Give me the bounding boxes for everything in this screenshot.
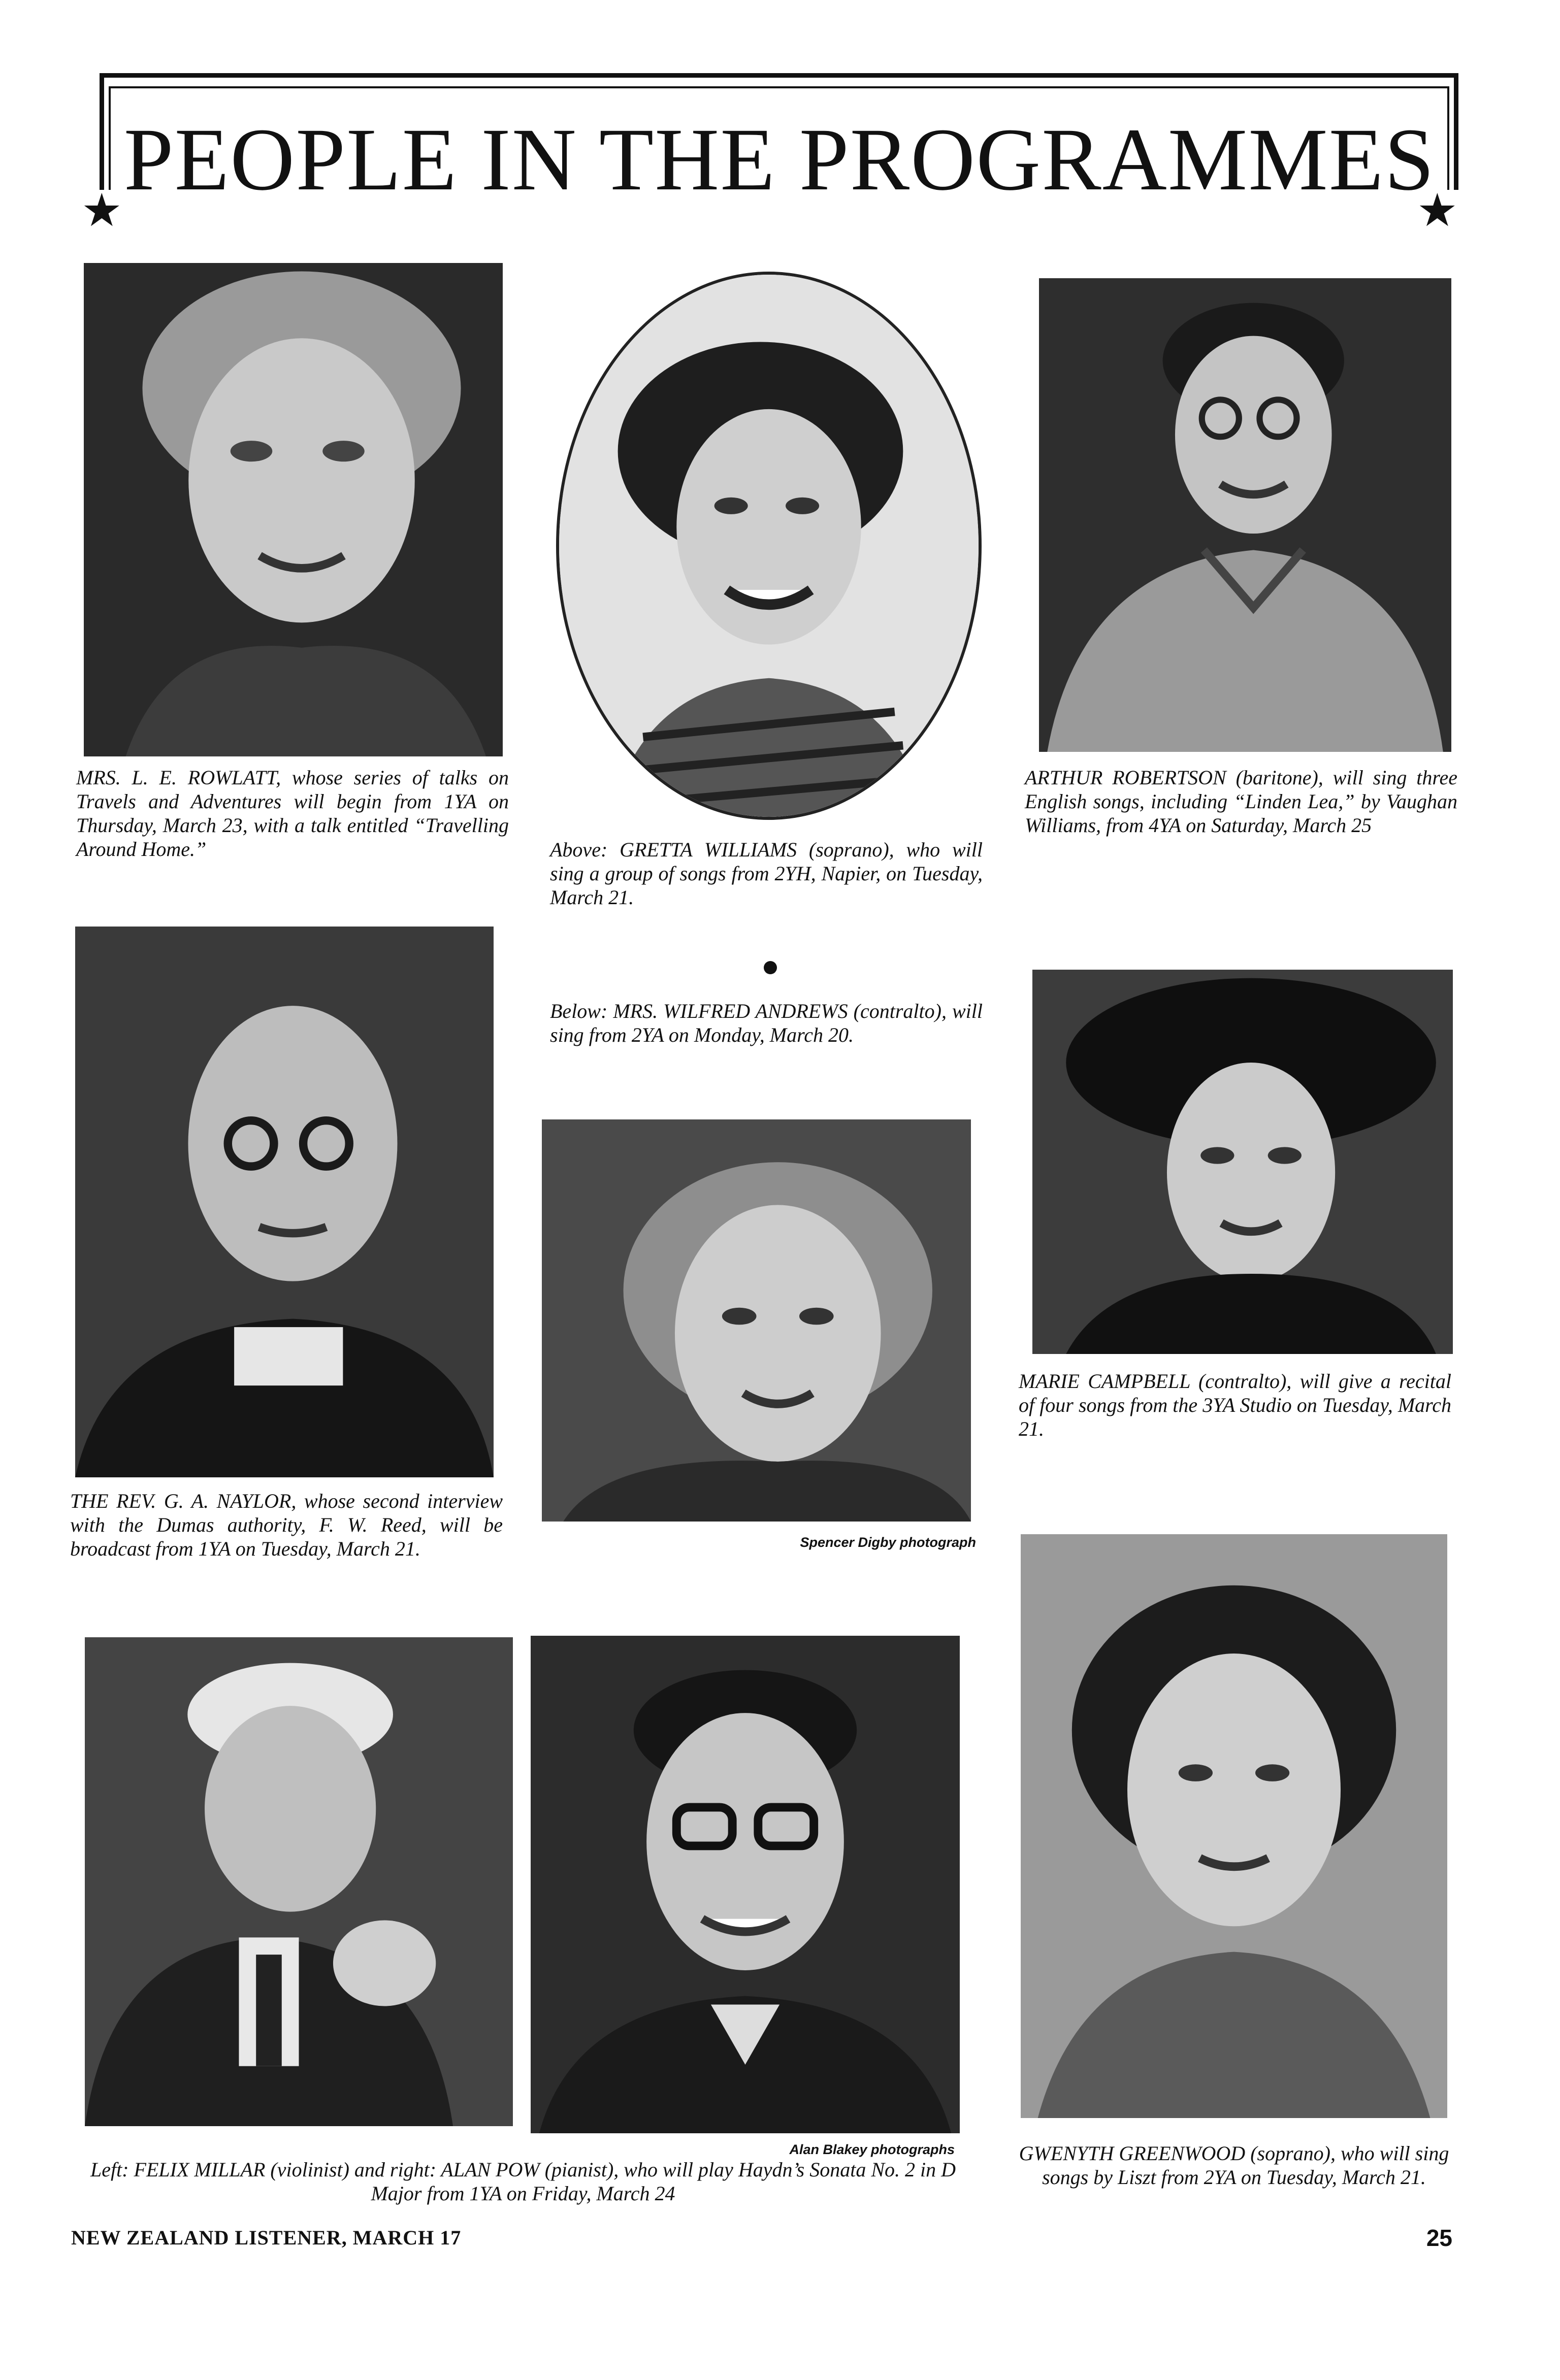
caption-robertson: ARTHUR ROBERTSON (baritone), will sing three English songs, including “Linden Lea,” by Vaughan Williams, from 4YA on Saturday, March 25 bbox=[1025, 766, 1457, 837]
photo-pow bbox=[531, 1636, 960, 2133]
page-number: 25 bbox=[1426, 2225, 1452, 2251]
page-title: PEOPLE IN THE PROGRAMMES bbox=[123, 110, 1436, 209]
photo-robertson bbox=[1039, 278, 1451, 752]
photo-naylor bbox=[75, 927, 494, 1477]
credit-digby: Spencer Digby photograph bbox=[800, 1535, 976, 1550]
caption-campbell: MARIE CAMPBELL (contralto), will give a recital of four songs from the 3YA Studio on Tuesday, March 21. bbox=[1019, 1370, 1451, 1440]
footer-publication: NEW ZEALAND LISTENER, MARCH 17 bbox=[71, 2226, 462, 2249]
star-icon-left: ★ bbox=[81, 184, 122, 237]
star-icon-right: ★ bbox=[1417, 184, 1458, 237]
separator-dot bbox=[764, 961, 777, 974]
photo-millar bbox=[85, 1637, 513, 2126]
caption-naylor: THE REV. G. A. NAYLOR, whose second interview with the Dumas authority, F. W. Reed, will be broadcast from 1YA on Tuesday, March 21. bbox=[70, 1490, 503, 1560]
caption-williams: Above: GRETTA WILLIAMS (soprano), who will sing a group of songs from 2YH, Napier, on Tuesday, March 21. bbox=[550, 838, 983, 909]
header-frame-top-inner bbox=[109, 86, 1449, 88]
header-frame-top bbox=[100, 73, 1458, 78]
header-frame-left bbox=[100, 73, 104, 190]
photo-williams bbox=[556, 272, 982, 820]
photo-rowlatt bbox=[84, 263, 503, 756]
caption-greenwood: GWENYTH GREENWOOD (soprano), who will sing songs by Liszt from 2YA on Tuesday, March 21. bbox=[1019, 2142, 1449, 2189]
photo-campbell bbox=[1032, 970, 1453, 1354]
caption-andrews: Below: MRS. WILFRED ANDREWS (contralto), will sing from 2YA on Monday, March 20. bbox=[550, 1000, 983, 1046]
photo-greenwood bbox=[1021, 1534, 1447, 2118]
caption-millar-pow: Left: FELIX MILLAR (violinist) and right: ALAN POW (pianist), who will play Haydn’s Sonata No. 2 in D Major from 1YA on Friday, March 24 bbox=[90, 2158, 956, 2205]
photo-andrews bbox=[542, 1119, 971, 1522]
credit-blakey: Alan Blakey photographs bbox=[789, 2142, 955, 2157]
caption-rowlatt: MRS. L. E. ROWLATT, whose series of talks on Travels and Adventures will begin from 1YA on Thursday, March 23, with a talk entitled “Travelling Around Home.” bbox=[76, 766, 509, 861]
header-frame-left-inner bbox=[109, 86, 111, 190]
header-frame-right bbox=[1454, 73, 1458, 190]
header-frame-right-inner bbox=[1447, 86, 1449, 190]
